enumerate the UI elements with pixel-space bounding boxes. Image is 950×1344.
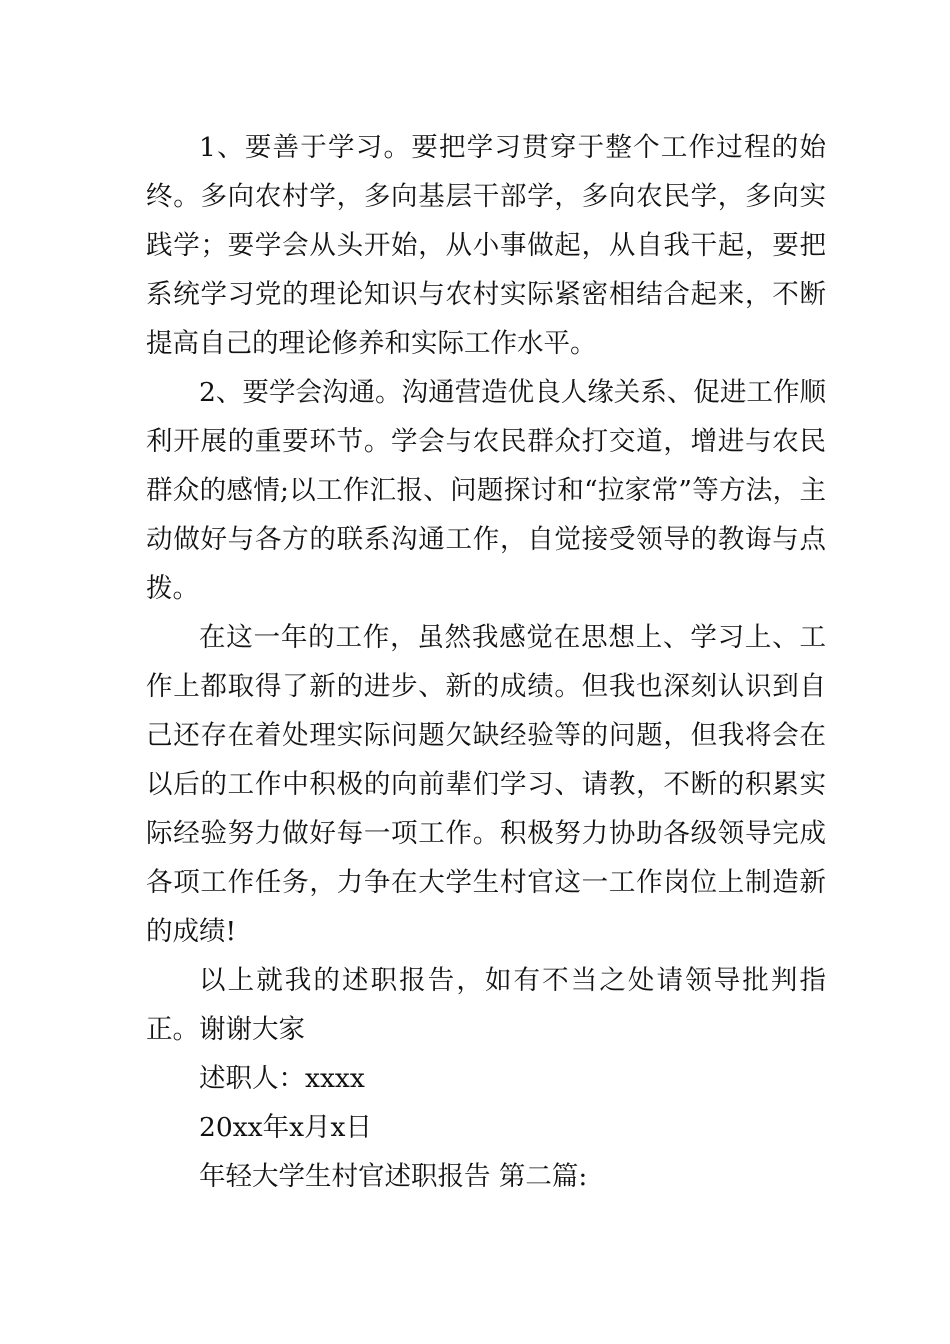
next-section-heading: 年轻大学生村官述职报告 第二篇:	[199, 1161, 588, 1192]
signer-line: 述职人：xxxx	[199, 1063, 365, 1094]
paragraph-closing: 以上就我的述职报告，如有不当之处请领导批判指正。谢谢大家	[146, 965, 826, 1045]
date-line: 20xx年x月x日	[199, 1112, 373, 1143]
paragraph-year-summary: 在这一年的工作，虽然我感觉在思想上、学习上、工作上都取得了新的进步、新的成绩。但我也深刻认识到自己还存在着处理实际问题欠缺经验等的问题，但我将会在以后的工作中积极的向前辈们学习、请教，不断的积累实际经验努力做好每一项工作。积极努力协助各级领导完成各项工作任务，力争在大学生村官这一工作岗位上制造新的成绩!	[146, 622, 826, 947]
paragraph-communication: 2、要学会沟通。沟通营造优良人缘关系、促进工作顺利开展的重要环节。学会与农民群众打交道，增进与农民群众的感情;以工作汇报、问题探讨和“拉家常”等方法，主动做好与各方的联系沟通工作，自觉接受领导的教诲与点拨。	[146, 377, 826, 604]
document-body	[146, 123, 826, 1201]
paragraph-study: 1、要善于学习。要把学习贯穿于整个工作过程的始终。多向农村学，多向基层干部学，多向农民学，多向实践学；要学会从头开始，从小事做起，从自我干起，要把系统学习党的理论知识与农村实际紧密相结合起来，不断提高自己的理论修养和实际工作水平。	[146, 132, 826, 359]
